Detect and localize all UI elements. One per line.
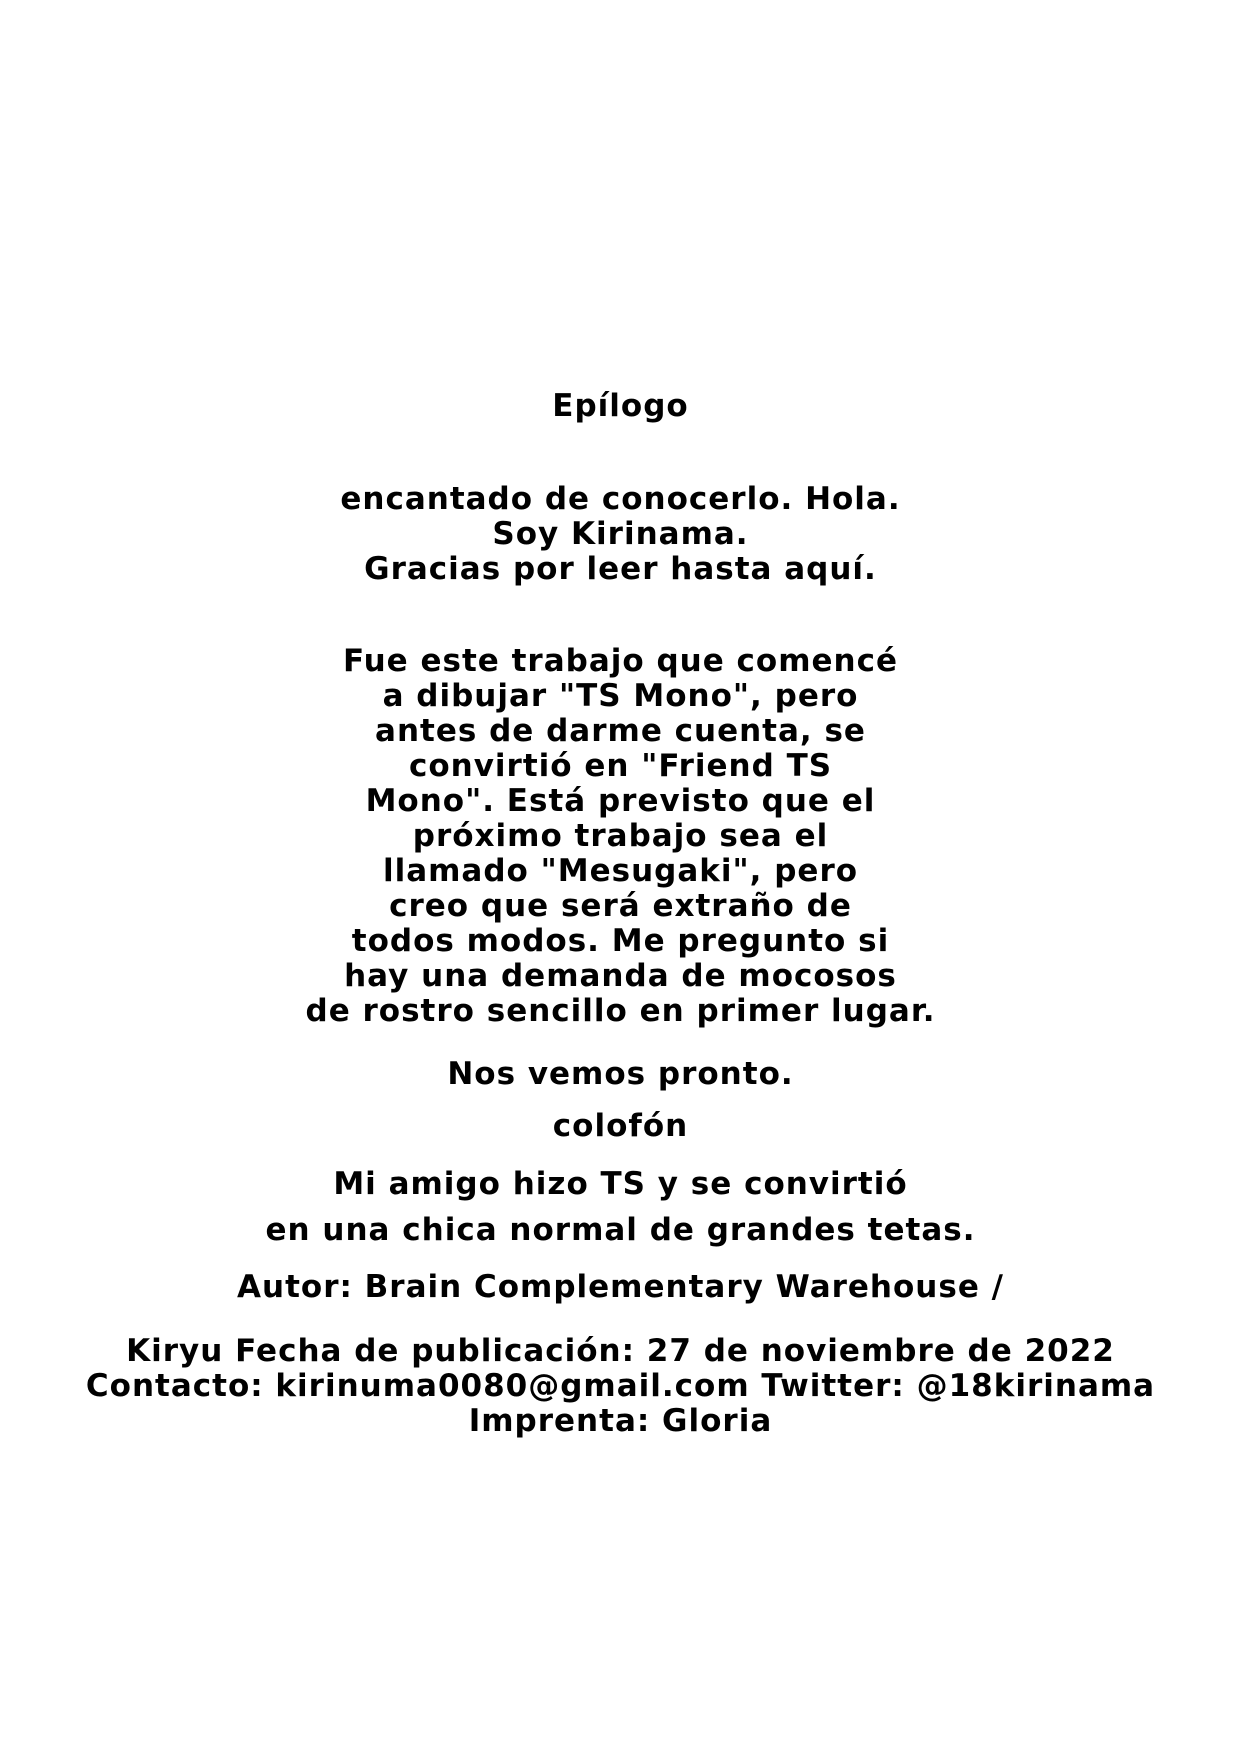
body-line: creo que será extraño de	[389, 888, 852, 924]
colophon-work-title: en una chica normal de grandes tetas.	[265, 1212, 976, 1248]
body-line: convirtió en "Friend TS	[408, 748, 833, 784]
greeting-line: Soy Kirinama.	[492, 516, 749, 552]
body-line: a dibujar "TS Mono", pero	[382, 678, 859, 714]
colophon-detail: Kiryu Fecha de publicación: 27 de noviembre de 2022	[126, 1333, 1115, 1369]
body-line: todos modos. Me pregunto si	[351, 923, 890, 959]
body-line: próximo trabajo sea el	[412, 818, 829, 854]
colophon-author: Autor: Brain Complementary Warehouse /	[237, 1269, 1004, 1305]
body-line: hay una demanda de mocosos	[344, 958, 897, 994]
greeting-line: Gracias por leer hasta aquí.	[364, 551, 877, 587]
colophon-detail: Contacto: kirinuma0080@gmail.com Twitter: @18kirinama	[85, 1368, 1156, 1404]
colophon-work-title: Mi amigo hizo TS y se convirtió	[333, 1166, 908, 1202]
body-line: Mono". Está previsto que el	[365, 783, 876, 819]
body-line: antes de darme cuenta, se	[375, 713, 866, 749]
body-line: llamado "Mesugaki", pero	[382, 853, 859, 889]
greeting-line: encantado de conocerlo. Hola.	[340, 481, 901, 517]
body-line: Fue este trabajo que comencé	[342, 643, 899, 679]
colophon-heading: colofón	[552, 1108, 689, 1144]
farewell-line: Nos vemos pronto.	[447, 1056, 794, 1092]
epilogue-title: Epílogo	[552, 388, 689, 424]
colophon-detail: Imprenta: Gloria	[468, 1403, 773, 1439]
body-line: de rostro sencillo en primer lugar.	[305, 993, 936, 1029]
